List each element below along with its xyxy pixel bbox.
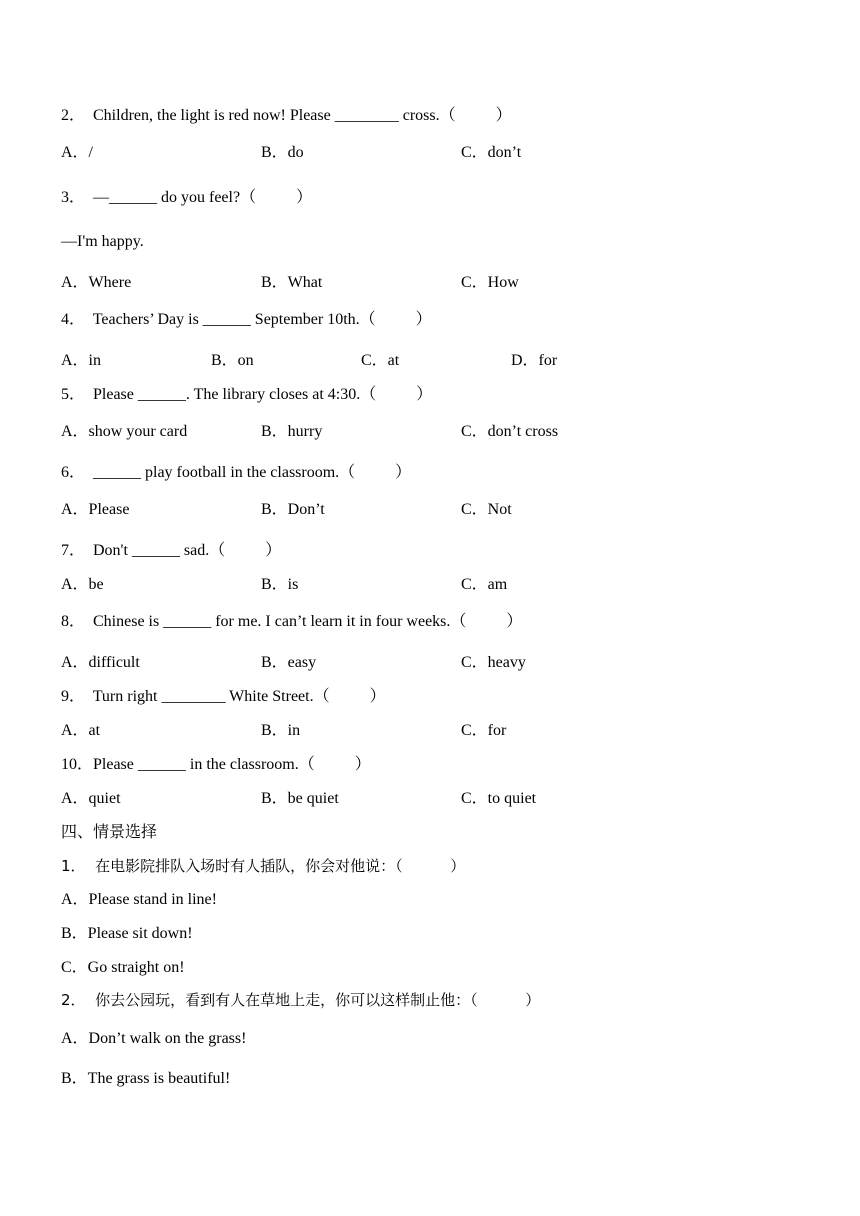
question-9-stem: 9． Turn right ________ White Street.（ ） (61, 688, 386, 705)
question-4-option-a: A．in (61, 352, 102, 369)
question-7-option-c: C．am (461, 576, 508, 593)
question-6-option-a: A．Please (61, 501, 130, 518)
question-8-stem: 8． Chinese is ______ for me. I can’t learn it in four weeks.（ ） (61, 613, 523, 630)
question-7-option-a: A．be (61, 576, 104, 593)
question-7-option-b: B．is (261, 576, 299, 593)
question-5-option-c: C．don’t cross (461, 423, 559, 440)
question-9-option-c: C．for (461, 722, 507, 739)
question-3-option-a: A．Where (61, 274, 132, 291)
question-8-option-b: B．easy (261, 654, 317, 671)
section-4-question-2-stem: 2． 你去公园玩，看到有人在草地上走，你可以这样制止他：（ ） (61, 991, 541, 1009)
section-4-question-1-option-a: A．Please stand in line! (61, 891, 217, 908)
question-3-reply: —I'm happy. (61, 233, 144, 250)
question-3-option-b: B．What (261, 274, 323, 291)
question-2-option-a: A．/ (61, 144, 94, 161)
question-7-stem: 7． Don't ______ sad.（ ） (61, 542, 282, 559)
question-4-option-b: B．on (211, 352, 254, 369)
question-8-option-c: C．heavy (461, 654, 526, 671)
question-10-option-c: C．to quiet (461, 790, 537, 807)
question-2-option-b: B．do (261, 144, 304, 161)
question-5-stem: 5． Please ______. The library closes at 4:30.（ ） (61, 386, 433, 403)
question-6-option-b: B．Don’t (261, 501, 325, 518)
question-9-option-a: A．at (61, 722, 101, 739)
question-2-option-c: C．don’t (461, 144, 522, 161)
section-4-question-1-stem: 1． 在电影院排队入场时有人插队，你会对他说：（ ） (61, 857, 466, 875)
question-4-option-d: D．for (511, 352, 558, 369)
question-2-stem: 2． Children, the light is red now! Please ________ cross.（ ） (61, 107, 512, 124)
question-9-option-b: B．in (261, 722, 301, 739)
question-4-option-c: C．at (361, 352, 400, 369)
question-10-option-a: A．quiet (61, 790, 121, 807)
question-3-option-c: C．How (461, 274, 519, 291)
section-4-question-1-option-c: C．Go straight on! (61, 959, 185, 976)
question-6-option-c: C．Not (461, 501, 512, 518)
section-4-heading: 四、情景选择 (61, 822, 158, 841)
question-5-option-b: B．hurry (261, 423, 323, 440)
question-10-option-b: B．be quiet (261, 790, 339, 807)
question-6-stem: 6． ______ play football in the classroom.（ ） (61, 464, 412, 481)
question-4-stem: 4． Teachers’ Day is ______ September 10th.（ ） (61, 311, 432, 328)
question-10-stem: 10．Please ______ in the classroom.（ ） (61, 756, 371, 773)
question-8-option-a: A．difficult (61, 654, 140, 671)
section-4-question-2-option-b: B．The grass is beautiful! (61, 1070, 231, 1087)
question-3-stem: 3． —______ do you feel?（ ） (61, 189, 313, 206)
question-5-option-a: A．show your card (61, 423, 188, 440)
section-4-question-1-option-b: B．Please sit down! (61, 925, 193, 942)
section-4-question-2-option-a: A．Don’t walk on the grass! (61, 1030, 247, 1047)
